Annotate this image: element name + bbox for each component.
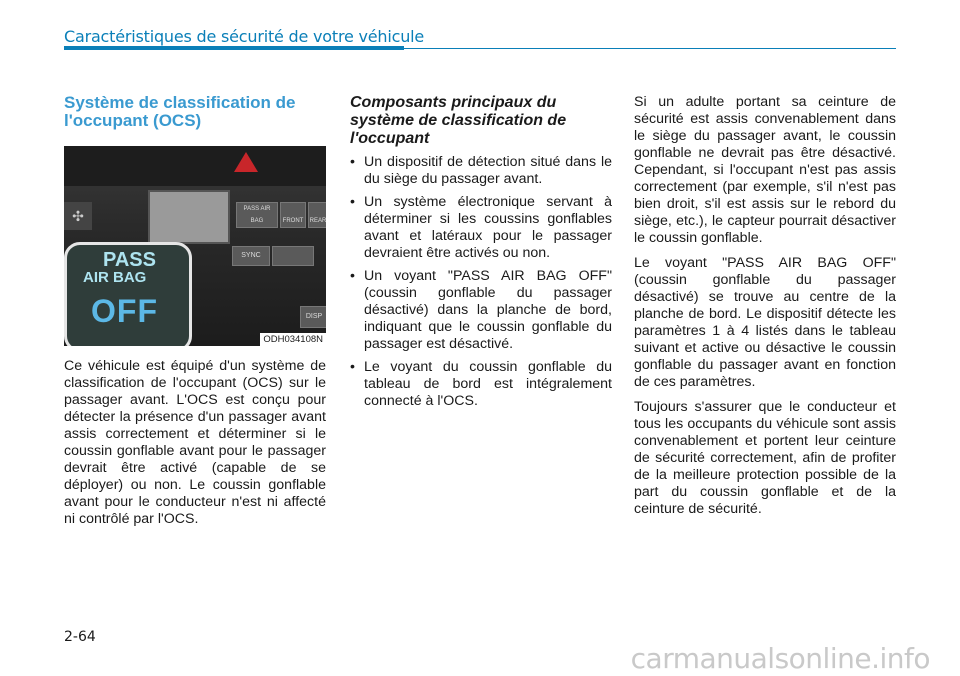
- sync-button: SYNC: [232, 246, 270, 266]
- disp-button: DISP: [300, 306, 326, 328]
- hazard-icon: [234, 152, 258, 172]
- components-list: [350, 154, 612, 410]
- intro-paragraph: Ce véhicule est équipé d'un système de classification de l'occupant (OCS) sur le passager avant. L'OCS est conçu pour détecter la présence d'un passager avant assis correctement et déterminer si le coussin gonflable avant pour le passager devrait être activé (capable de se déployer) ou non. Le coussin gonflable avant pour le conducteur n'est ni affecté ni contrôlé par l'OCS.: [64, 358, 326, 527]
- header-title: Caractéristiques de sécurité de votre véhicule: [64, 27, 425, 46]
- list-item: • Un voyant "PASS AIR BAG OFF" (coussin gonflable du passager désactivé) dans la planche de bord, indiquant que le coussin gonflable du passager est désactivé.: [350, 268, 612, 352]
- fan-icon: ✣: [64, 202, 92, 230]
- list-item: • Un système électronique servant à déterminer si les coussins gonflables avant et latéraux pour le passager devraient être activés ou non.: [350, 194, 612, 261]
- airbag-text: AIR BAG: [83, 269, 147, 286]
- column-middle: [350, 94, 612, 416]
- page-number: 2-64: [64, 629, 96, 645]
- front-defrost-button: FRONT: [280, 202, 306, 228]
- list-item: • Le voyant du coussin gonflable du tableau de bord est intégralement connecté à l'OCS.: [350, 359, 612, 409]
- clock-display: [148, 190, 230, 244]
- ocs-figure: [64, 146, 326, 346]
- components-title: Composants principaux du système de classification de l'occupant: [350, 94, 567, 147]
- dashboard-top: [64, 146, 326, 186]
- header-rule-thin: [404, 48, 896, 49]
- rear-defrost-button: REAR: [308, 202, 326, 228]
- pass-airbag-indicator: PASS AIR BAG: [236, 202, 278, 228]
- list-item: • Un dispositif de détection situé dans le du siège du passager avant.: [350, 154, 612, 187]
- pass-airbag-off-magnified: [64, 242, 192, 346]
- paragraph: Si un adulte portant sa ceinture de sécurité est assis convenablement dans le siège du passager avant, le coussin gonflable ne devrait pas être désactivé. Cependant, si l'occupant n'est pas assis correctement (par exemple, s'il n'est pas bien droit, s'il est assis sur le rebord du siège, etc.), le capteur pourrait désactiver le coussin gonflable.: [634, 94, 896, 246]
- column-right: [634, 94, 896, 526]
- watermark: carmanualsonline.info: [630, 642, 930, 675]
- section-title: Système de classification de l'occupant (OCS): [64, 93, 296, 130]
- paragraph: Le voyant "PASS AIR BAG OFF" (coussin gonflable du passager désactivé) se trouve au centre de la planche de bord. Le dispositif détecte les paramètres 1 à 4 listés dans le tableau suivant et active ou désactive le coussin gonflable du passager avant en fonction de ces paramètres.: [634, 255, 896, 390]
- paragraph: Toujours s'assurer que le conducteur et tous les occupants du véhicule sont assis convenablement et portent leur ceinture de sécurité correctement, afin de profiter de la meilleure protection possible de la part du coussin gonflable et de la ceinture de sécurité.: [634, 399, 896, 517]
- pass-text: PASS: [103, 249, 156, 271]
- recirculation-button: [272, 246, 314, 266]
- off-text: OFF: [91, 293, 158, 329]
- column-left: [64, 94, 326, 536]
- figure-label: ODH034108N: [260, 333, 326, 346]
- header-rule-thick: [64, 46, 404, 50]
